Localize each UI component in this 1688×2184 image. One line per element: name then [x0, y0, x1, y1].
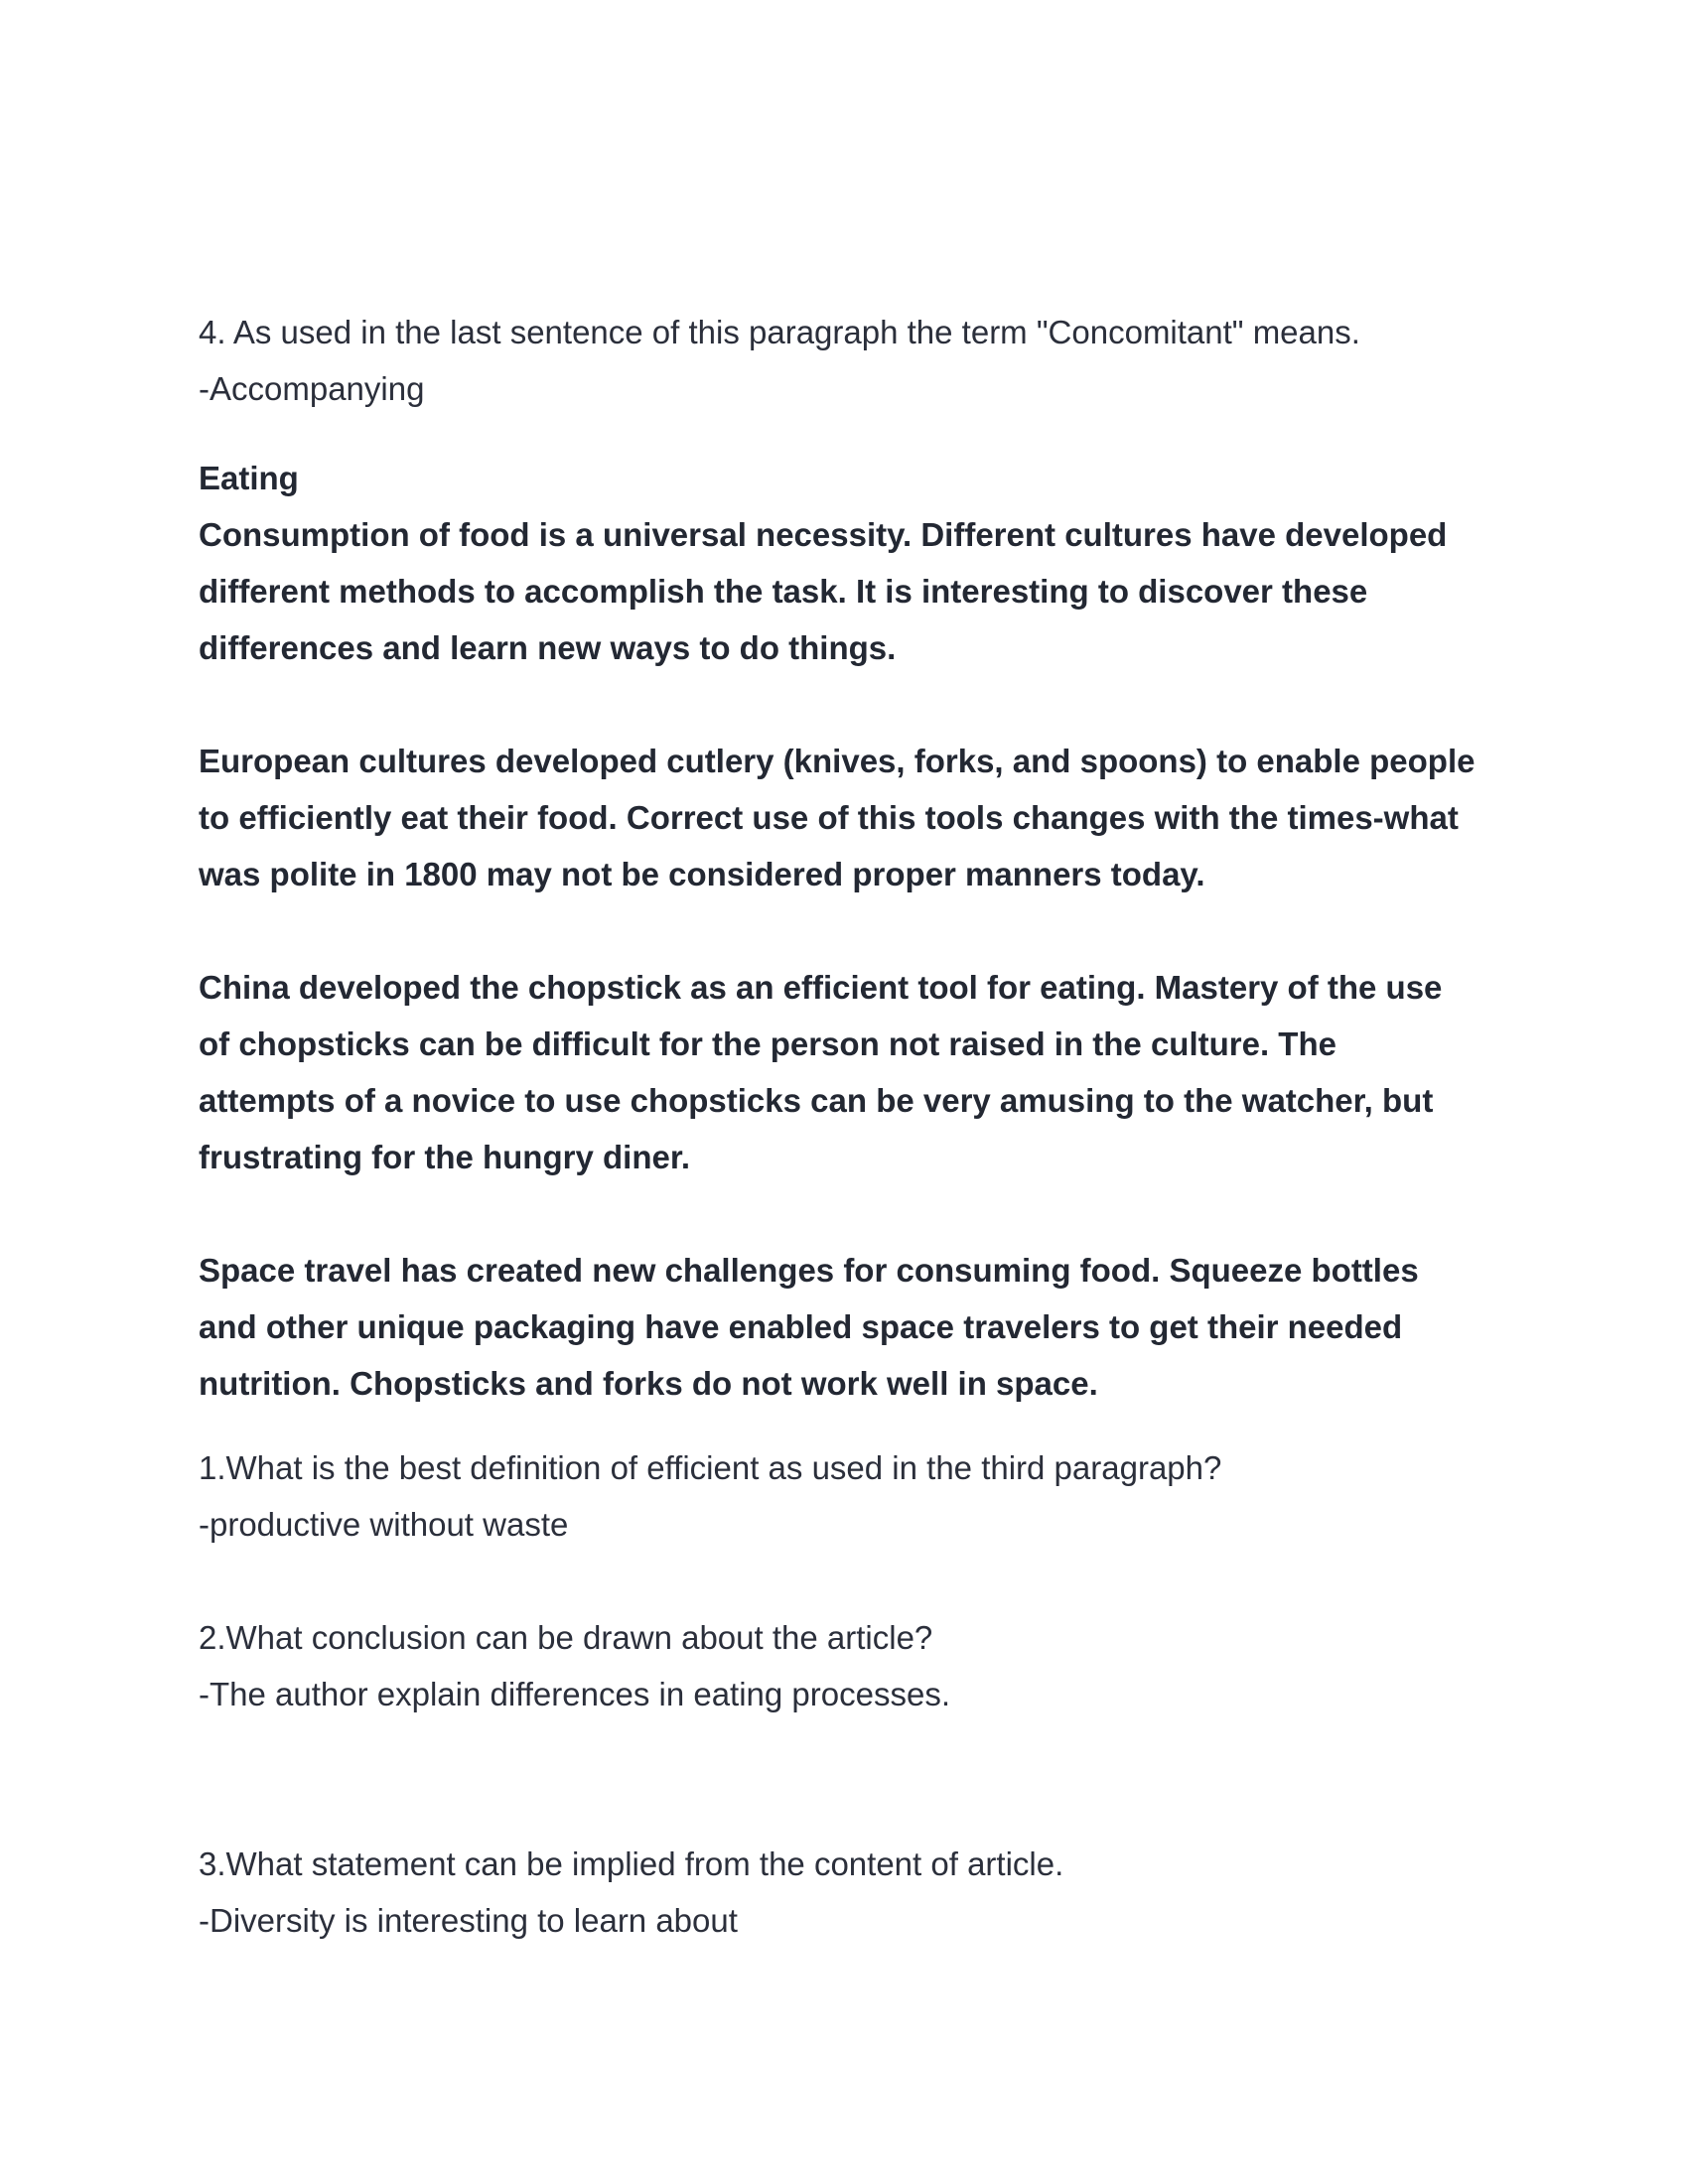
question-3-answer: -Diversity is interesting to learn about [199, 1902, 738, 1939]
article-paragraph-4 [199, 1242, 1509, 1412]
paragraph-2-line-1: European cultures developed cutlery (knives, forks, and spoons) to enable people [199, 743, 1476, 779]
paragraph-3-line-3: attempts of a novice to use chopsticks can be very amusing to the watcher, but [199, 1082, 1434, 1119]
question-3-text: 3.What statement can be implied from the content of article. [199, 1845, 1064, 1882]
paragraph-4-line-3: nutrition. Chopsticks and forks do not work well in space. [199, 1365, 1098, 1402]
paragraph-2-line-3: was polite in 1800 may not be considered proper manners today. [199, 856, 1205, 892]
paragraph-1-line-3: differences and learn new ways to do things. [199, 629, 897, 666]
paragraph-1-line-2: different methods to accomplish the task. It is interesting to discover these [199, 573, 1368, 610]
article-paragraph-3 [199, 959, 1509, 1185]
question-1-text: 1.What is the best definition of efficient as used in the third paragraph? [199, 1449, 1222, 1486]
article-paragraph-2 [199, 733, 1509, 902]
paragraph-2-line-2: to efficiently eat their food. Correct use of this tools changes with the times-what [199, 799, 1459, 836]
article-title: Eating [199, 460, 299, 496]
paragraph-4-line-2: and other unique packaging have enabled space travelers to get their needed [199, 1308, 1403, 1345]
question-1-block [199, 1439, 1509, 1553]
document-page [199, 0, 1509, 2184]
paragraph-4-line-1: Space travel has created new challenges for consuming food. Squeeze bottles [199, 1252, 1419, 1289]
question-4-block [199, 304, 1509, 417]
paragraph-1-line-1: Consumption of food is a universal necessity. Different cultures have developed [199, 516, 1448, 553]
question-4-answer: -Accompanying [199, 370, 425, 407]
question-2-answer: -The author explain differences in eating processes. [199, 1676, 951, 1712]
paragraph-3-line-1: China developed the chopstick as an efficient tool for eating. Mastery of the use [199, 969, 1443, 1006]
paragraph-3-line-4: frustrating for the hungry diner. [199, 1139, 691, 1175]
question-2-text: 2.What conclusion can be drawn about the article? [199, 1619, 933, 1656]
question-2-block [199, 1609, 1509, 1722]
paragraph-3-line-2: of chopsticks can be difficult for the person not raised in the culture. The [199, 1025, 1336, 1062]
question-4-text: 4. As used in the last sentence of this paragraph the term "Concomitant" means. [199, 314, 1360, 350]
question-3-block [199, 1836, 1509, 1949]
article-intro [199, 450, 1509, 676]
question-1-answer: -productive without waste [199, 1506, 569, 1543]
